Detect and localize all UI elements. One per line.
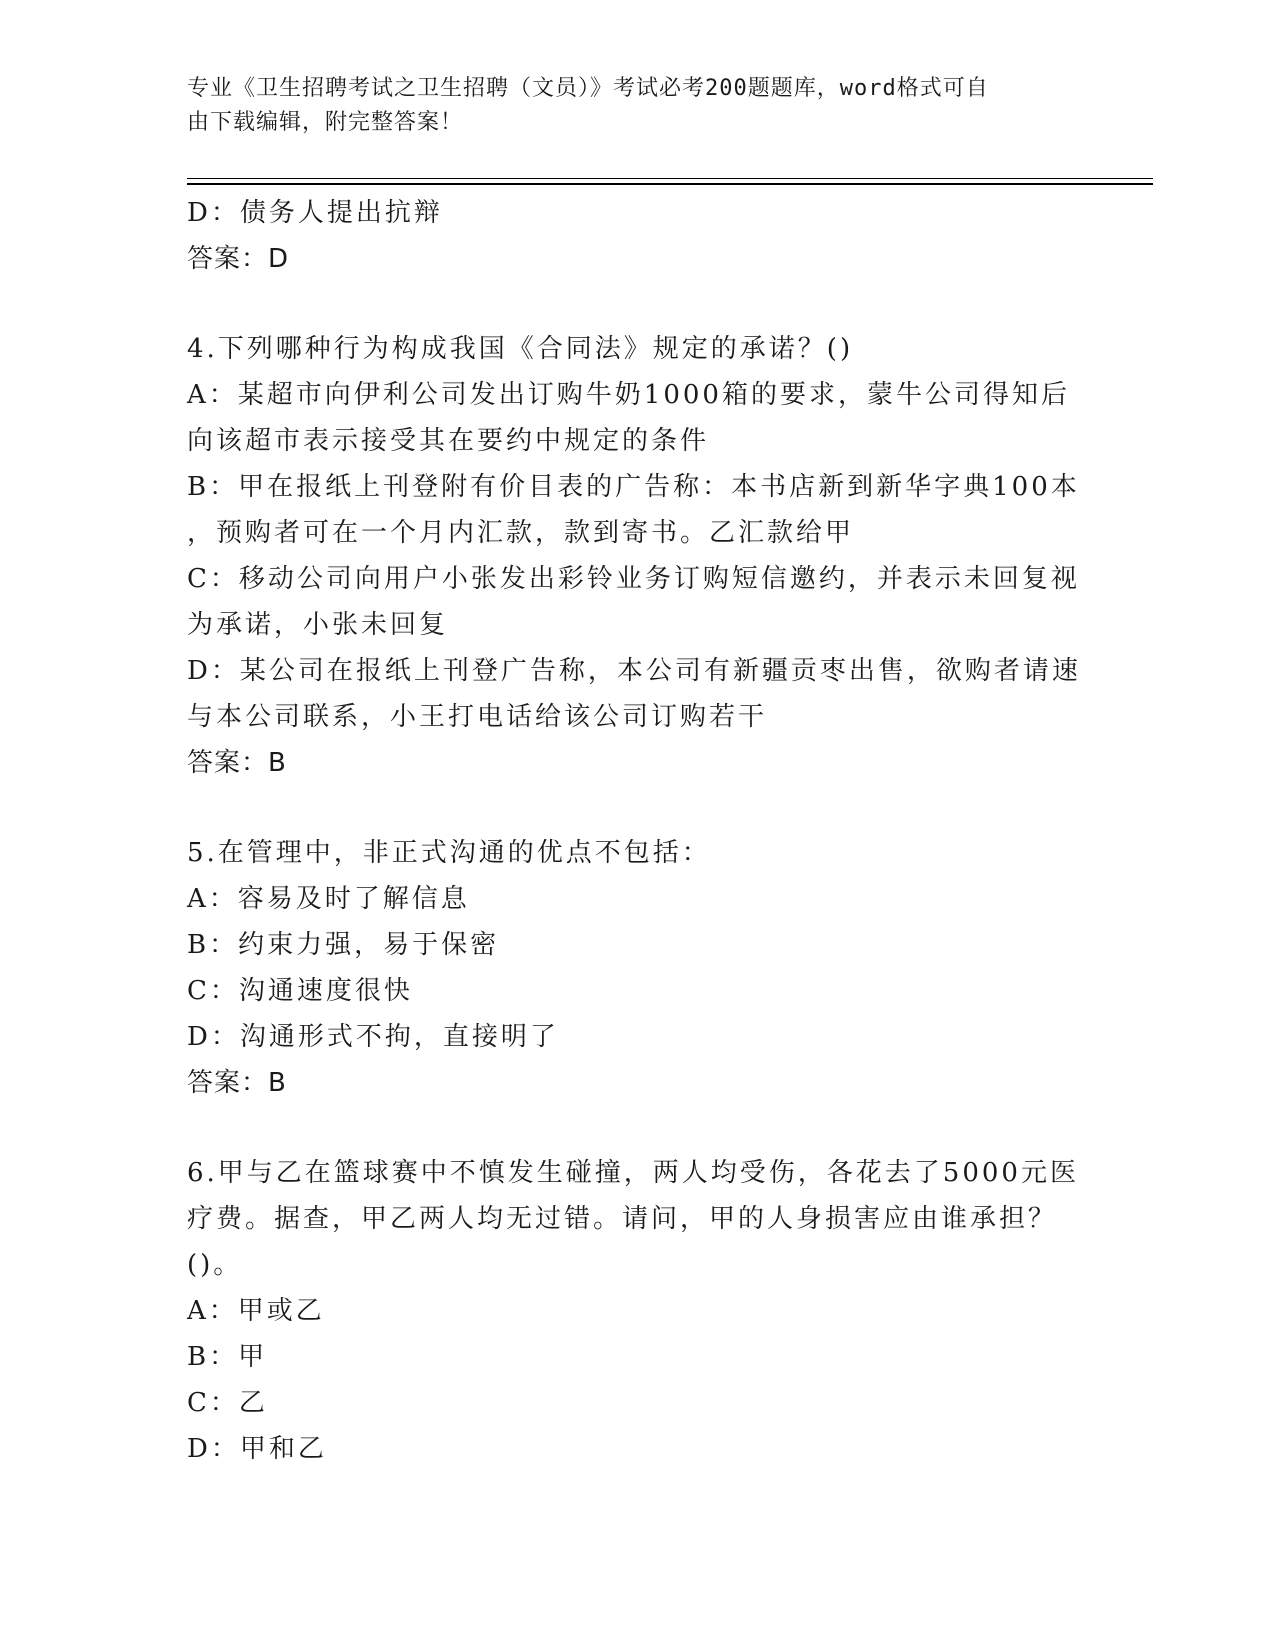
q5-option-c: C：沟通速度很快 bbox=[187, 976, 413, 1006]
q4-stem: 4.下列哪种行为构成我国《合同法》规定的承诺？() bbox=[187, 334, 854, 364]
header-divider-thick bbox=[187, 183, 1153, 185]
q5-option-b: B：约束力强，易于保密 bbox=[187, 930, 500, 960]
q5-option-d: D：沟通形式不拘，直接明了 bbox=[187, 1022, 559, 1052]
q4-option-d-line2: 与本公司联系，小王打电话给该公司订购若干 bbox=[187, 702, 768, 732]
page-header bbox=[187, 72, 1067, 140]
q3-answer: 答案：D bbox=[187, 244, 290, 274]
q6-option-b: B：甲 bbox=[187, 1342, 268, 1372]
header-line-1: 专业《卫生招聘考试之卫生招聘（文员）》考试必考200题题库，word格式可自 bbox=[187, 76, 989, 101]
question-4 bbox=[187, 326, 1087, 786]
header-divider-thin bbox=[187, 178, 1153, 179]
q6-option-a: A：甲或乙 bbox=[187, 1296, 325, 1326]
q6-stem-line2: 疗费。据查，甲乙两人均无过错。请问，甲的人身损害应由谁承担？ bbox=[187, 1204, 1058, 1234]
q5-option-a: A：容易及时了解信息 bbox=[187, 884, 470, 914]
q3-option-d: D：债务人提出抗辩 bbox=[187, 198, 443, 228]
q6-option-c: C：乙 bbox=[187, 1388, 268, 1418]
q4-option-a-line1: A：某超市向伊利公司发出订购牛奶1000箱的要求，蒙牛公司得知后 bbox=[187, 380, 1070, 410]
q4-option-c-line2: 为承诺，小张未回复 bbox=[187, 610, 449, 640]
q4-option-a-line2: 向该超市表示接受其在要约中规定的条件 bbox=[187, 426, 710, 456]
q6-stem-line3: ()。 bbox=[187, 1250, 243, 1280]
header-line-2: 由下载编辑，附完整答案！ bbox=[187, 110, 464, 135]
document-body bbox=[187, 190, 1087, 1472]
q6-stem-line1: 6.甲与乙在篮球赛中不慎发生碰撞，两人均受伤，各花去了5000元医 bbox=[187, 1158, 1079, 1188]
question-3-tail bbox=[187, 190, 1087, 282]
q6-option-d: D：甲和乙 bbox=[187, 1434, 327, 1464]
q4-option-b-line1: B：甲在报纸上刊登附有价目表的广告称：本书店新到新华字典100本 bbox=[187, 472, 1080, 502]
question-6 bbox=[187, 1150, 1087, 1472]
q5-stem: 5.在管理中，非正式沟通的优点不包括： bbox=[187, 838, 711, 868]
q4-answer: 答案：B bbox=[187, 748, 287, 778]
q4-option-c-line1: C：移动公司向用户小张发出彩铃业务订购短信邀约，并表示未回复视 bbox=[187, 564, 1080, 594]
question-5 bbox=[187, 830, 1087, 1106]
q5-answer: 答案：B bbox=[187, 1068, 287, 1098]
q4-option-d-line1: D：某公司在报纸上刊登广告称，本公司有新疆贡枣出售，欲购者请速 bbox=[187, 656, 1081, 686]
q4-option-b-line2: ，预购者可在一个月内汇款，款到寄书。乙汇款给甲 bbox=[187, 518, 855, 548]
